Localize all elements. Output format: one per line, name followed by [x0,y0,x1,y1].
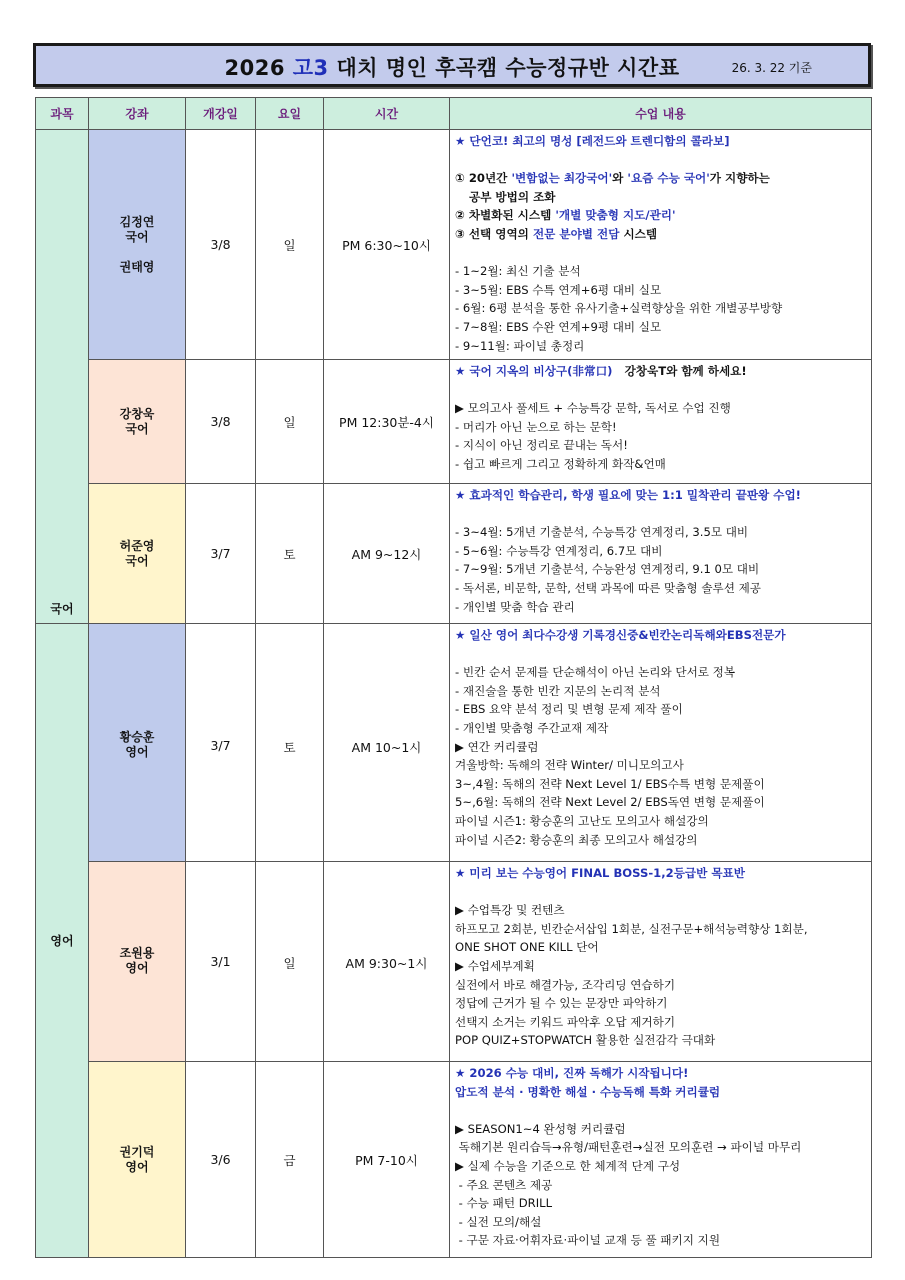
content-headline: ★ 미리 보는 수능영어 FINAL BOSS-1,2등급반 목표반 [455,866,745,880]
day-of-week: 일 [256,862,324,1062]
start-date: 3/1 [186,862,256,1062]
class-time: PM 7-10시 [324,1062,450,1258]
blank-line [455,505,871,524]
class-content [450,624,872,862]
content-line: - 7~9월: 5개년 기출분석, 수능완성 연계정리, 9.1 0모 대비 [455,562,760,577]
content-subheadline: 압도적 분석 · 명확한 해설 · 수능독해 특화 커리큘럼 [455,1084,721,1099]
table-row [36,360,872,484]
content-line: - 주요 콘텐츠 제공 [455,1177,553,1192]
header-lecture: 강좌 [89,98,186,130]
content-line: POP QUIZ+STOPWATCH 활용한 실전감각 극대화 [455,1033,716,1048]
class-content [450,1062,872,1258]
reference-date: 26. 3. 22 기준 [731,61,812,75]
content-line: - 구문 자료·어휘자료·파이널 교재 등 풀 패키지 지원 [455,1233,721,1248]
class-time: PM 12:30분-4시 [324,360,450,484]
class-content [450,360,872,484]
start-date: 3/7 [186,484,256,624]
day-of-week: 일 [256,360,324,484]
content-line: ③ 선택 영역의 전문 분야별 전담 시스템 [455,226,658,241]
content-headline: ★ 효과적인 학습관리, 학생 필요에 맞는 1:1 밀착관리 끝판왕 수업! [455,488,801,502]
content-line: 5~,6월: 독해의 전략 Next Level 2/ EBS독연 변형 문제풀이 [455,795,765,810]
spacer [89,245,185,260]
start-date: 3/6 [186,1062,256,1258]
course-subject: 영어 [125,745,149,759]
table-row [36,862,872,1062]
content-line: 정답에 근거가 될 수 있는 문장만 파악하기 [455,996,668,1011]
blank-line [455,151,871,170]
instructor-name-2: 권태영 [119,259,155,274]
content-line: ▶ 연간 커리큘럼 [455,739,539,754]
blank-line [455,244,871,263]
blank-line [455,645,871,664]
content-headline: ★ 단언코! 최고의 명성 [레전드와 트렌디함의 콜라보] [455,134,730,148]
class-content [450,484,872,624]
content-line: - 쉽고 빠르게 그리고 정확하게 화작&언매 [455,456,666,471]
course-subject: 영어 [125,961,149,975]
instructor-name: 황승훈 [119,730,155,744]
day-of-week: 토 [256,484,324,624]
content-line: ▶ 수업세부계획 [455,958,535,973]
content-line: ONE SHOT ONE KILL 단어 [455,940,599,955]
class-time: AM 9~12시 [324,484,450,624]
day-of-week: 토 [256,624,324,862]
subject-english [36,624,89,1258]
content-line: 선택지 소거는 키워드 파악후 오답 제거하기 [455,1014,676,1029]
lecture-cell [89,1062,186,1258]
content-line: ▶ SEASON1~4 완성형 커리큘럼 [455,1121,626,1136]
content-line: - 5~6월: 수능특강 연계정리, 6.7모 대비 [455,543,663,558]
content-line: - 지식이 아닌 정리로 끝내는 독서! [455,438,628,453]
content-line: - EBS 요약 분석 정리 및 변형 문제 제작 풀이 [455,702,683,717]
table-row [36,624,872,862]
content-line: - 6월: 6평 분석을 통한 유사기출+실력향상을 위한 개별공부방향 [455,301,783,316]
content-line: 겨울방학: 독해의 전략 Winter/ 미니모의고사 [455,758,684,773]
course-subject: 영어 [125,1159,149,1174]
content-line: 실전에서 바로 해결가능, 조각리딩 연습하기 [455,977,676,992]
content-line: 3~,4월: 독해의 전략 Next Level 1/ EBS수특 변형 문제풀이 [455,776,765,791]
header-day: 요일 [256,98,324,130]
content-headline: ★ 일산 영어 최다수강생 기록경신중&빈칸논리독해와EBS전문가 [455,628,786,642]
day-of-week: 금 [256,1062,324,1258]
class-time: AM 10~1시 [324,624,450,862]
header-subject: 과목 [36,98,89,130]
blank-line [455,381,871,400]
blank-line [455,1101,871,1120]
lecture-cell [89,862,186,1062]
schedule-table [35,97,872,1258]
content-line: - 머리가 아닌 눈으로 하는 문학! [455,419,617,434]
content-line: - 빈칸 순서 문제를 단순해석이 아닌 논리와 단서로 정복 [455,665,736,680]
content-line: ① 20년간 '변함없는 최강국어'와 '요즘 수능 국어'가 지향하는 [455,171,770,186]
content-line: ② 차별화된 시스템 '개별 맞춤형 지도/관리' [455,208,676,223]
lecture-cell [89,484,186,624]
table-row [36,484,872,624]
start-date: 3/7 [186,624,256,862]
instructor-name: 조원용 [119,946,155,960]
table-row [36,130,872,360]
title-grade-highlight: 고3 [292,56,329,80]
content-line: 독해기본 원리습득→유형/패턴훈련→실전 모의훈련 → 파이널 마무리 [455,1140,802,1155]
content-line: - 개인별 맞춤형 주간교재 제작 [455,720,609,735]
content-headline: ★ 국어 지옥의 비상구(非常口) 강창욱T와 함께 하세요! [455,364,747,378]
content-line: 파이널 시즌1: 황승훈의 고난도 모의고사 해설강의 [455,813,709,828]
content-line: - 재진술을 통한 빈칸 지문의 논리적 분석 [455,683,661,698]
content-line: ▶ 수업특강 및 컨텐츠 [455,903,565,918]
title-year: 2026 [224,56,293,80]
course-subject: 국어 [125,421,149,436]
subject-label: 국어 [50,602,74,616]
content-line: - 7~8월: EBS 수완 연계+9평 대비 실모 [455,319,662,334]
content-line: - 실전 모의/해설 [455,1214,542,1229]
instructor-name: 강창욱 [119,406,155,421]
class-content [450,862,872,1062]
header-row [36,98,872,130]
content-line: 하프모고 2회분, 빈칸순서삽입 1회분, 실전구문+해석능력향상 1회분, [455,921,808,936]
start-date: 3/8 [186,130,256,360]
blank-line [455,883,871,902]
class-time: PM 6:30~10시 [324,130,450,360]
header-time: 시간 [324,98,450,130]
content-line: - 개인별 맞춤 학습 관리 [455,599,575,614]
subject-label: 영어 [50,934,74,948]
content-line: - 독서론, 비문학, 문학, 선택 과목에 따른 맞춤형 솔루션 제공 [455,580,761,595]
class-time: AM 9:30~1시 [324,862,450,1062]
lecture-cell [89,130,186,360]
content-line: ▶ 실제 수능을 기준으로 한 체계적 단계 구성 [455,1158,681,1173]
start-date: 3/8 [186,360,256,484]
content-line: - 1~2월: 최신 기출 분석 [455,264,581,279]
content-line: - 수능 패턴 DRILL [455,1196,553,1211]
content-line: 공부 방법의 조화 [469,189,556,204]
content-headline: ★ 2026 수능 대비, 진짜 독해가 시작됩니다! [455,1066,689,1080]
class-content [450,130,872,360]
title-banner [33,43,871,87]
instructor-name: 권기덕 [119,1144,155,1159]
content-line: 파이널 시즌2: 황승훈의 최종 모의고사 해설강의 [455,832,698,847]
header-content: 수업 내용 [450,98,872,130]
title-main: 대치 명인 후곡캠 수능정규반 시간표 [328,56,680,80]
subject-korean [36,130,89,624]
instructor-name: 김정연 [119,214,155,229]
table-row [36,1062,872,1258]
day-of-week: 일 [256,130,324,360]
lecture-cell [89,624,186,862]
header-start-date: 개강일 [186,98,256,130]
content-line: - 9~11월: 파이널 총정리 [455,338,585,353]
instructor-name: 허준영 [119,538,155,553]
lecture-cell [89,360,186,484]
content-line: - 3~5월: EBS 수특 연계+6평 대비 실모 [455,282,662,297]
content-line: ▶ 모의고사 풀세트 + 수능특강 문학, 독서로 수업 진행 [455,401,731,416]
course-subject: 국어 [125,229,149,244]
content-line: - 3~4월: 5개년 기출분석, 수능특강 연계정리, 3.5모 대비 [455,525,749,540]
course-subject: 국어 [125,553,149,568]
